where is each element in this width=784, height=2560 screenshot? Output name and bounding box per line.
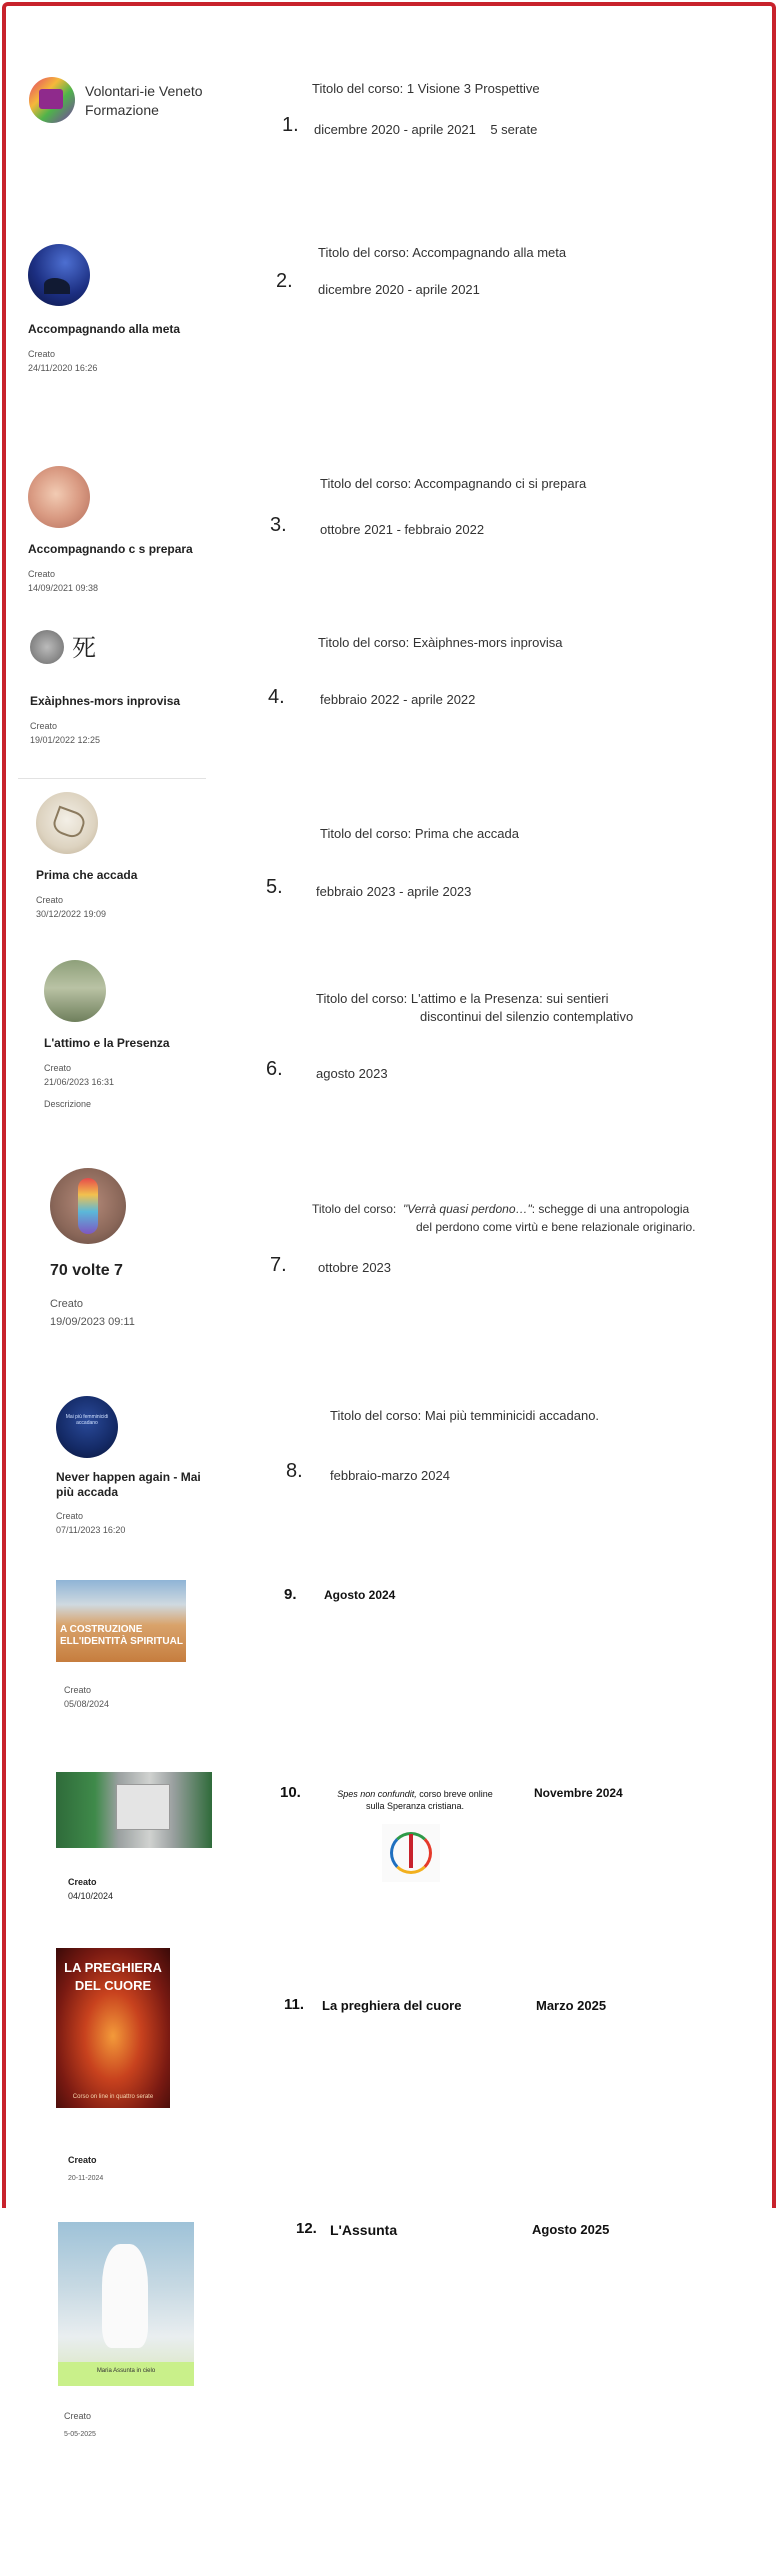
course-12-number: 12. <box>296 2220 317 2237</box>
course-9-thumbnail-line2: ELL'IDENTITÀ SPIRITUAL <box>60 1636 183 1647</box>
course-11-thumbnail-line2: DEL CUORE <box>74 1978 152 1993</box>
course-4-number: 4. <box>268 686 285 708</box>
course-10-created-label: Creato <box>68 1877 97 1887</box>
course-12-created-label: Creato <box>64 2411 92 2421</box>
course-3-thumbnail[interactable] <box>28 466 90 528</box>
course-4-created-date: 19/01/2022 12:25 <box>30 735 101 745</box>
colorful-logo-icon[interactable] <box>29 77 75 123</box>
course-9-thumbnail[interactable] <box>56 1580 186 1662</box>
course-9-thumbnail-line1: A COSTRUZIONE <box>60 1624 143 1635</box>
course-9-dates: Agosto 2024 <box>324 1588 396 1602</box>
course-12-dates: Agosto 2025 <box>532 2222 610 2237</box>
course-6-title: Titolo del corso: L'attimo e la Presenza: sui sentieri discontinui del silenzio contemplativo <box>316 991 634 1024</box>
jubilee-logo-icon <box>382 1824 440 1882</box>
course-12-thumbnail-caption: Maria Assunta in cielo <box>96 2368 156 2374</box>
org-title <box>85 82 203 120</box>
course-6-created-label: Creato <box>44 1063 72 1073</box>
course-9-number: 9. <box>284 1586 297 1603</box>
org-line2: Formazione <box>85 102 159 118</box>
course-8-thumbnail-text: Mai più femminicidi accadano <box>65 1414 109 1426</box>
course-11-thumbnail-footer: Corso on line in quattro serate <box>72 2094 154 2100</box>
course-6-dates: agosto 2023 <box>316 1066 388 1081</box>
course-12-title: L'Assunta <box>330 2222 398 2238</box>
course-11-created-date: 20-11-2024 <box>68 2175 104 2182</box>
course-5-created-label: Creato <box>36 895 64 905</box>
course-3-number: 3. <box>270 514 287 536</box>
course-8-number: 8. <box>286 1460 303 1482</box>
course-1-dates: dicembre 2020 - aprile 2021 5 serate <box>314 122 538 137</box>
course-2-title: Titolo del corso: Accompagnando alla meta <box>318 245 567 260</box>
course-6-card-name[interactable]: L'attimo e la Presenza <box>44 1036 170 1050</box>
course-8-created-date: 07/11/2023 16:20 <box>56 1525 126 1535</box>
course-8-dates: febbraio-marzo 2024 <box>330 1468 450 1483</box>
course-2-thumbnail[interactable] <box>28 244 90 306</box>
course-10-number: 10. <box>280 1784 301 1801</box>
kanji-glyph: 死 <box>72 634 96 662</box>
course-2-card-name[interactable]: Accompagnando alla meta <box>28 322 181 336</box>
course-12-created-date: 5-05-2025 <box>64 2431 96 2438</box>
course-6-thumbnail[interactable] <box>44 960 106 1022</box>
course-4-created-label: Creato <box>30 721 58 731</box>
course-6-created-date: 21/06/2023 16:31 <box>44 1077 115 1087</box>
course-7-created-date: 19/09/2023 09:11 <box>50 1316 135 1328</box>
course-1-title: Titolo del corso: 1 Visione 3 Prospettive <box>312 81 540 96</box>
course-3-title: Titolo del corso: Accompagnando ci si prepara <box>320 476 587 491</box>
course-11-number: 11. <box>284 1996 305 2013</box>
course-5-thumbnail[interactable] <box>36 792 98 854</box>
course-5-created-date: 30/12/2022 19:09 <box>36 909 107 919</box>
section-divider <box>18 778 206 779</box>
course-12-thumbnail[interactable] <box>58 2222 194 2386</box>
course-8-title: Titolo del corso: Mai più temminicidi accadano. <box>330 1408 600 1423</box>
course-3-dates: ottobre 2021 - febbraio 2022 <box>320 522 485 537</box>
course-8-thumbnail[interactable] <box>56 1396 118 1458</box>
course-7-card-name[interactable]: 70 volte 7 <box>50 1262 123 1279</box>
course-9-created-label: Creato <box>64 1685 92 1695</box>
course-8-created-label: Creato <box>56 1511 84 1521</box>
course-3-created-date: 14/09/2021 09:38 <box>28 583 99 593</box>
course-10-thumbnail[interactable] <box>56 1772 212 1848</box>
course-10-dates: Novembre 2024 <box>534 1786 623 1800</box>
course-5-card-name[interactable]: Prima che accada <box>36 868 138 882</box>
course-3-created-label: Creato <box>28 569 56 579</box>
org-line1: Volontari-ie Veneto <box>85 83 203 99</box>
course-3-card-name[interactable]: Accompagnando c s prepara <box>28 542 193 556</box>
course-11-thumbnail-line1: LA PREGHIERA <box>64 1960 162 1975</box>
course-11-thumbnail[interactable] <box>56 1948 170 2108</box>
course-10-description: Spes non confundit, corso breve online sulla Speranza cristiana. <box>337 1789 493 1811</box>
course-7-title: Titolo del corso: "Verrà quasi perdono…": schegge di una antropologia del perdono come virtù e bene relazionale originario. <box>312 1202 696 1234</box>
course-1-number: 1. <box>282 114 299 136</box>
course-2-dates: dicembre 2020 - aprile 2021 <box>318 282 480 297</box>
course-5-number: 5. <box>266 876 283 898</box>
course-6-description: Descrizione <box>44 1099 92 1109</box>
course-2-number: 2. <box>276 270 293 292</box>
course-10-created-date: 04/10/2024 <box>68 1891 114 1901</box>
course-4-card-name[interactable]: Exàiphnes-mors inprovisa <box>30 694 181 708</box>
course-2-created-label: Creato <box>28 349 56 359</box>
course-9-created-date: 05/08/2024 <box>64 1699 110 1709</box>
course-5-title: Titolo del corso: Prima che accada <box>320 826 519 841</box>
course-6-number: 6. <box>266 1058 283 1080</box>
course-7-created-label: Creato <box>50 1298 84 1310</box>
course-5-dates: febbraio 2023 - aprile 2023 <box>316 884 472 899</box>
course-7-thumbnail[interactable] <box>50 1168 126 1244</box>
course-7-number: 7. <box>270 1254 287 1276</box>
course-7-dates: ottobre 2023 <box>318 1260 392 1275</box>
course-8-card-name[interactable]: Never happen again - Mai più accada <box>56 1470 201 1499</box>
course-11-title: La preghiera del cuore <box>322 1998 462 2013</box>
course-11-dates: Marzo 2025 <box>536 1998 607 2013</box>
course-4-dates: febbraio 2022 - aprile 2022 <box>320 692 476 707</box>
course-11-created-label: Creato <box>68 2155 97 2165</box>
course-2-created-date: 24/11/2020 16:26 <box>28 363 98 373</box>
course-4-thumbnail[interactable] <box>30 630 64 664</box>
course-4-title: Titolo del corso: Exàiphnes-mors inprovisa <box>318 635 563 650</box>
